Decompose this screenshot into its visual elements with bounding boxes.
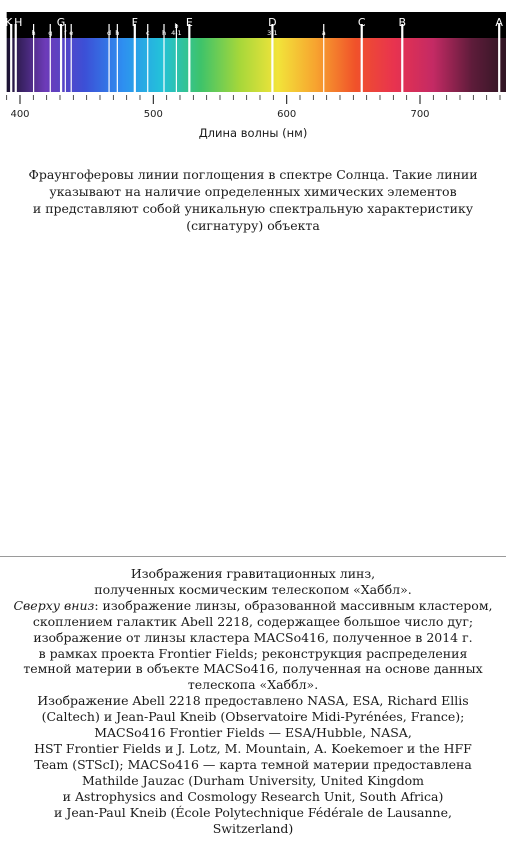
credits-line: и Jean-Paul Kneib (École Polytechnique Fédérale de Lausanne, (54, 804, 452, 820)
tick-label: 700 (410, 109, 430, 120)
spectrum-figure (0, 0, 506, 150)
credits-line: Изображения гравитационных линз, (130, 566, 376, 581)
credits-line: и Astrophysics and Cosmology Research Unit, South Africa) (62, 788, 444, 804)
absorption-line (15, 24, 17, 92)
tick-label: 600 (277, 109, 297, 120)
credits-line: HST Frontier Fields и J. Lotz, M. Mountain, A. Koekemoer и the HFF (34, 740, 472, 756)
credits-line: темной материи в объекте MACSo416, полученная на основе данных (23, 661, 483, 677)
credits-line: Switzerland) (212, 820, 294, 836)
line-label: d (106, 29, 112, 37)
line-label: G (56, 16, 66, 29)
line-label: c (145, 29, 150, 37)
caption-line: Фраунгоферовы линии поглощения в спектре Солнца. Такие линии (28, 167, 478, 182)
spectrum-band-top (7, 12, 506, 38)
line-label: B (398, 16, 407, 29)
absorption-line (361, 24, 363, 92)
line-label: h (115, 29, 120, 37)
credits-emphasis: Сверху вниз (13, 597, 95, 613)
line-label: D (268, 16, 277, 29)
lens-image-credits (0, 566, 506, 836)
line-label: h (161, 29, 167, 37)
tick-label: 500 (143, 109, 163, 120)
line-label: K (5, 16, 13, 29)
credits-line: телескопа «Хаббл». (187, 677, 319, 693)
line-label: g (48, 29, 53, 37)
credits-line (0, 598, 506, 614)
line-label: 3-1 (267, 29, 278, 37)
credits-line: скоплением галактик Abell 2218, содержащее большое число дуг; (32, 613, 474, 629)
section-divider (0, 556, 506, 557)
absorption-line (188, 24, 190, 92)
absorption-line (401, 24, 403, 92)
absorption-line (498, 24, 500, 92)
credits-line: MACSo416 Frontier Fields — ESA/Hubble, NASA, (94, 725, 412, 741)
caption-line: указывают на наличие определенных химических элементов (49, 184, 457, 199)
line-label: 4-1 (171, 29, 182, 37)
tick-label: 400 (10, 109, 30, 120)
spectrum-caption (0, 166, 506, 234)
credits-line: Mathilde Jauzac (Durham University, United Kingdom (81, 772, 425, 788)
credits-line: полученных космическим телескопом «Хаббл». (94, 581, 412, 597)
x-axis-label: Длина волны (нм) (198, 126, 308, 140)
credits-line: изображение от линзы кластера MACSo416, полученное в 2014 г. (33, 629, 473, 645)
line-label: e (69, 29, 74, 37)
line-label: C (357, 16, 366, 29)
line-label: F (131, 16, 138, 29)
credits-line: в рамках проекта Frontier Fields; реконструкция распределения (38, 645, 468, 661)
axis-ticks (7, 95, 500, 120)
line-label: f (64, 29, 67, 37)
line-label: b (174, 22, 179, 30)
line-label: E (185, 16, 193, 29)
spectrum-band (7, 38, 506, 92)
absorption-line (10, 24, 12, 92)
credits-line: Team (STScI); MACSo416 — карта темной материи предоставлена (34, 756, 472, 772)
credits-line: (Caltech) и Jean-Paul Kneib (Observatoire Midi-Pyrénées, France); (41, 709, 465, 725)
line-label: A (495, 16, 503, 29)
caption-line: (сигнатуру) объекта (186, 218, 320, 233)
line-label: h (31, 29, 36, 37)
absorption-line (60, 24, 62, 92)
credits-line-rest: : изображение линзы, образованной массивным кластером, (94, 597, 493, 613)
credits-line: Изображение Abell 2218 предоставлено NASA, ESA, Richard Ellis (37, 693, 469, 709)
absorption-line (134, 24, 136, 92)
line-label: H (14, 16, 23, 29)
line-label: a (321, 29, 326, 37)
caption-line: и представляют собой уникальную спектральную характеристику (32, 201, 474, 216)
